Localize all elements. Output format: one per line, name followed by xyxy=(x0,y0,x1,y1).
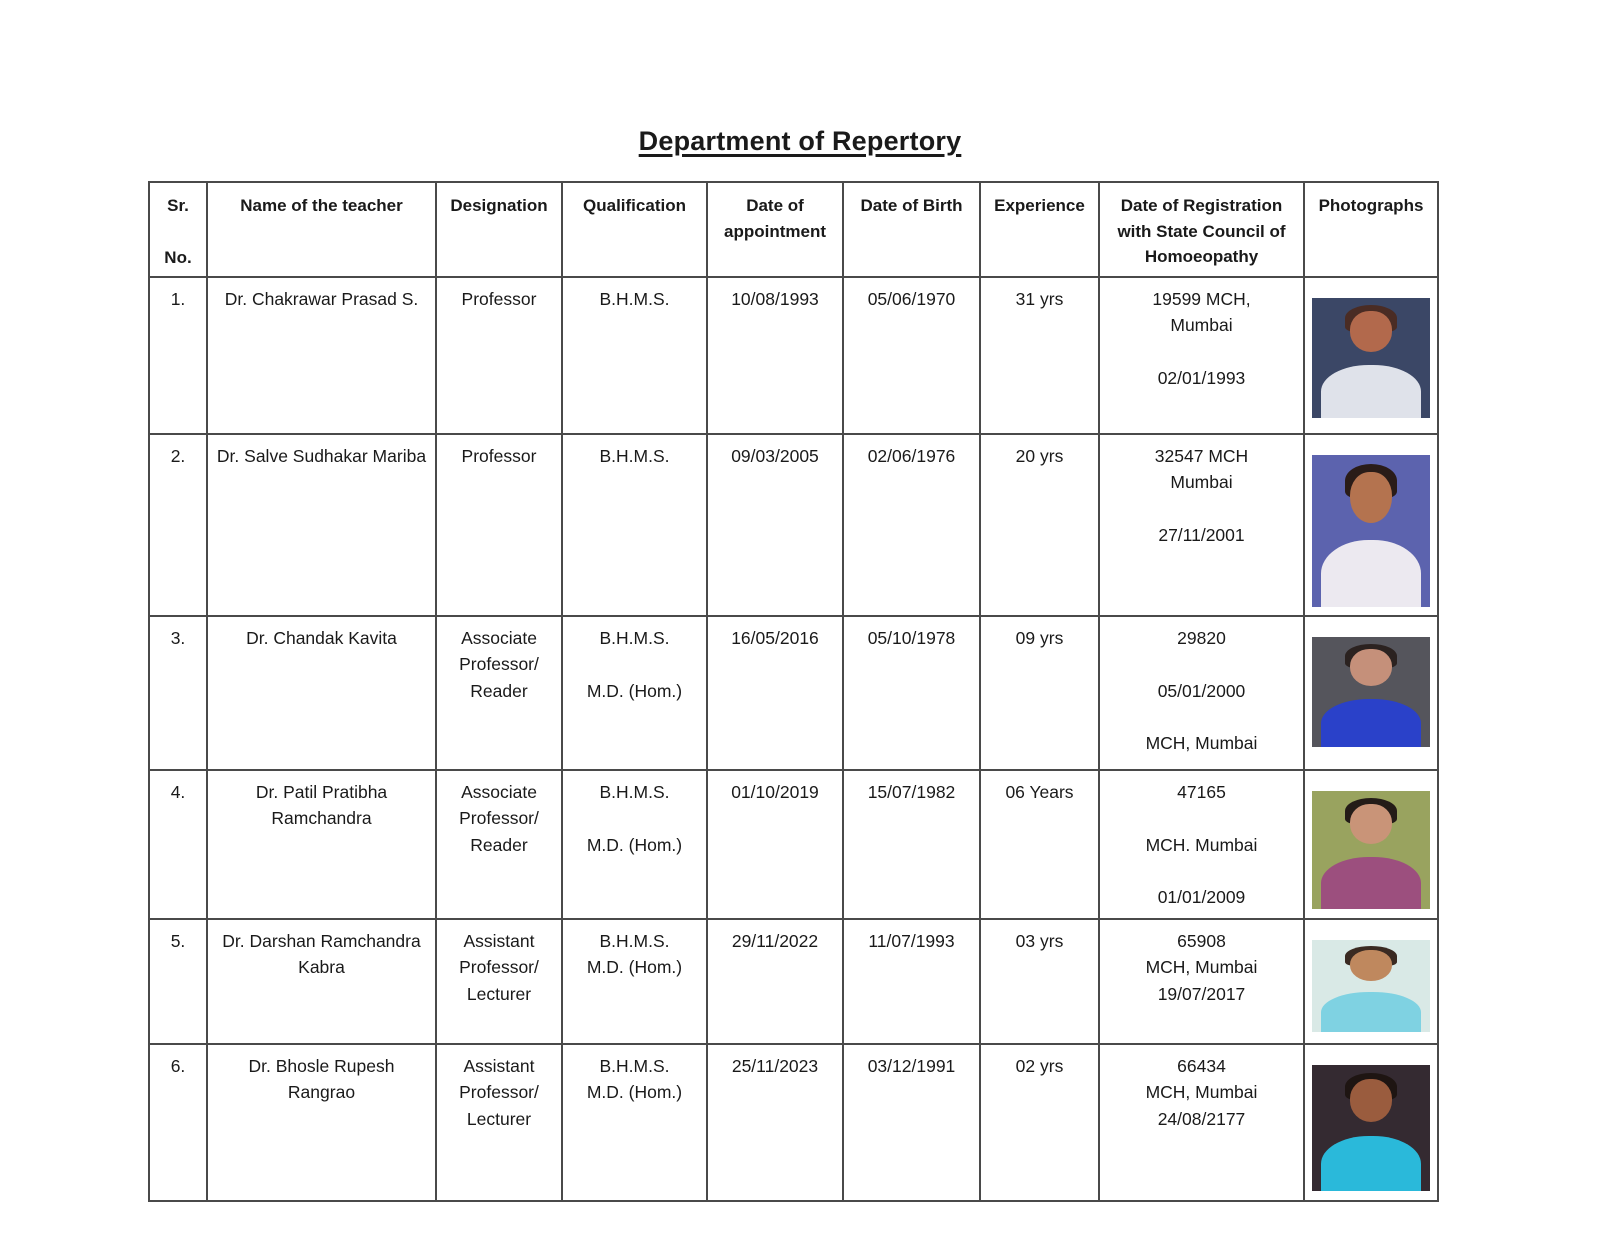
cell-date-of-appointment: 10/08/1993 xyxy=(707,277,843,434)
cell-teacher-name: Dr. Darshan Ramchandra Kabra xyxy=(207,919,436,1044)
photo-shirt xyxy=(1321,857,1420,909)
faculty-table xyxy=(148,181,1439,1202)
header-text-line: Qualification xyxy=(583,196,686,215)
cell-text-line xyxy=(569,651,700,677)
cell-registration xyxy=(1099,616,1304,770)
cell-sr-no: 2. xyxy=(149,434,207,616)
column-header-photographs xyxy=(1304,182,1438,277)
cell-text-line xyxy=(1106,704,1297,730)
cell-teacher-name: Dr. Bhosle Rupesh Rangrao xyxy=(207,1044,436,1201)
cell-photograph xyxy=(1304,616,1438,770)
table-row xyxy=(149,277,1438,434)
cell-text-line xyxy=(1106,651,1297,677)
table-row xyxy=(149,616,1438,770)
cell-date-of-appointment: 29/11/2022 xyxy=(707,919,843,1044)
cell-text-line: Professor/ xyxy=(459,654,539,675)
cell-text-line xyxy=(1106,496,1297,522)
cell-date-of-birth: 15/07/1982 xyxy=(843,770,980,919)
table-body xyxy=(149,277,1438,1201)
cell-designation xyxy=(436,616,562,770)
cell-registration xyxy=(1099,434,1304,616)
cell-text-line: Mumbai xyxy=(1170,315,1233,336)
cell-text-line: MCH, Mumbai xyxy=(1145,957,1258,978)
cell-text-line: B.H.M.S. xyxy=(599,289,670,309)
header-text-line: Date of xyxy=(746,196,804,215)
header-text-line: No. xyxy=(164,247,192,267)
column-header-date-of-birth xyxy=(843,182,980,277)
column-header-experience xyxy=(980,182,1099,277)
cell-qualification xyxy=(562,919,707,1044)
cell-experience: 06 Years xyxy=(980,770,1099,919)
cell-registration xyxy=(1099,1044,1304,1201)
cell-registration xyxy=(1099,919,1304,1044)
cell-date-of-birth: 02/06/1976 xyxy=(843,434,980,616)
cell-photograph xyxy=(1304,277,1438,434)
column-header-designation xyxy=(436,182,562,277)
header-text-line: Date of Birth xyxy=(860,196,963,215)
cell-text-line: 19599 MCH, xyxy=(1152,289,1251,309)
photo-shirt xyxy=(1321,1136,1420,1191)
teacher-photo xyxy=(1312,940,1430,1032)
table-row xyxy=(149,434,1438,616)
cell-text-line xyxy=(569,805,700,831)
cell-text-line: M.D. (Hom.) xyxy=(586,834,683,855)
header-text-line: Sr. xyxy=(167,196,189,215)
cell-qualification xyxy=(562,277,707,434)
header-text-line: with State Council of xyxy=(1117,221,1286,241)
cell-experience: 20 yrs xyxy=(980,434,1099,616)
cell-photograph xyxy=(1304,434,1438,616)
cell-text-line: Lecturer xyxy=(466,983,532,1004)
header-text-line: Designation xyxy=(450,196,548,215)
header-text-line: Photographs xyxy=(1318,196,1424,215)
cell-text-line xyxy=(1106,805,1297,831)
cell-qualification xyxy=(562,770,707,919)
cell-designation xyxy=(436,277,562,434)
cell-text-line: Assistant xyxy=(463,931,535,951)
cell-designation xyxy=(436,919,562,1044)
photo-head xyxy=(1350,804,1392,844)
cell-text-line: M.D. (Hom.) xyxy=(586,680,683,701)
cell-registration xyxy=(1099,277,1304,434)
teacher-photo xyxy=(1312,791,1430,909)
photo-head xyxy=(1350,311,1392,352)
cell-text-line: M.D. (Hom.) xyxy=(586,1082,683,1103)
header-row xyxy=(149,182,1438,277)
cell-teacher-name: Dr. Chakrawar Prasad S. xyxy=(207,277,436,434)
cell-text-line: 66434 xyxy=(1177,1056,1226,1076)
page-title: Department of Repertory xyxy=(638,126,962,156)
cell-text-line: 24/08/2177 xyxy=(1157,1108,1246,1129)
cell-date-of-birth: 05/10/1978 xyxy=(843,616,980,770)
table-header xyxy=(149,182,1438,277)
cell-photograph xyxy=(1304,1044,1438,1201)
column-header-registration xyxy=(1099,182,1304,277)
photo-head xyxy=(1350,472,1392,524)
cell-text-line: 32547 MCH xyxy=(1154,446,1249,466)
cell-text-line: Professor/ xyxy=(459,1082,539,1103)
cell-sr-no: 3. xyxy=(149,616,207,770)
cell-date-of-appointment: 09/03/2005 xyxy=(707,434,843,616)
cell-text-line: MCH. Mumbai xyxy=(1145,834,1258,855)
header-text-line: Homoeopathy xyxy=(1144,247,1259,266)
cell-text-line: Professor/ xyxy=(459,808,539,829)
cell-text-line: 29820 xyxy=(1177,628,1226,648)
cell-teacher-name: Dr. Patil Pratibha Ramchandra xyxy=(207,770,436,919)
cell-text-line: MCH, Mumbai xyxy=(1145,733,1258,753)
table-row xyxy=(149,919,1438,1044)
cell-sr-no: 1. xyxy=(149,277,207,434)
column-header-qualification xyxy=(562,182,707,277)
cell-teacher-name: Dr. Salve Sudhakar Mariba xyxy=(207,434,436,616)
cell-designation xyxy=(436,1044,562,1201)
cell-text-line xyxy=(1106,858,1297,884)
header-text-line: Date of Registration xyxy=(1120,196,1283,215)
cell-text-line: B.H.M.S. xyxy=(599,628,670,648)
cell-date-of-birth: 11/07/1993 xyxy=(843,919,980,1044)
cell-text-line: Assistant xyxy=(463,1056,535,1076)
cell-qualification xyxy=(562,434,707,616)
cell-date-of-birth: 05/06/1970 xyxy=(843,277,980,434)
teacher-photo xyxy=(1312,455,1430,607)
column-header-date-of-appointment xyxy=(707,182,843,277)
cell-text-line: 19/07/2017 xyxy=(1157,983,1246,1004)
cell-date-of-birth: 03/12/1991 xyxy=(843,1044,980,1201)
cell-text-line: Reader xyxy=(470,834,528,855)
cell-text-line: Lecturer xyxy=(466,1108,532,1129)
cell-date-of-appointment: 25/11/2023 xyxy=(707,1044,843,1201)
photo-shirt xyxy=(1321,992,1420,1032)
cell-text-line: M.D. (Hom.) xyxy=(586,957,683,978)
cell-text-line: Associate xyxy=(461,782,537,802)
cell-text-line: Reader xyxy=(470,680,528,701)
cell-sr-no: 5. xyxy=(149,919,207,1044)
cell-text-line: Mumbai xyxy=(1170,472,1233,493)
cell-sr-no: 6. xyxy=(149,1044,207,1201)
cell-text-line: B.H.M.S. xyxy=(599,782,670,802)
photo-shirt xyxy=(1321,699,1420,747)
photo-head xyxy=(1350,950,1392,981)
cell-experience: 09 yrs xyxy=(980,616,1099,770)
header-text-line: appointment xyxy=(724,221,826,241)
cell-text-line: B.H.M.S. xyxy=(599,931,670,951)
column-header-teacher-name xyxy=(207,182,436,277)
cell-text-line: 01/01/2009 xyxy=(1157,887,1246,907)
cell-text-line: Professor/ xyxy=(459,957,539,978)
teacher-photo xyxy=(1312,637,1430,747)
cell-date-of-appointment: 16/05/2016 xyxy=(707,616,843,770)
teacher-photo xyxy=(1312,298,1430,418)
cell-text-line: 65908 xyxy=(1177,931,1226,951)
cell-text-line: B.H.M.S. xyxy=(599,446,670,466)
cell-photograph xyxy=(1304,770,1438,919)
photo-head xyxy=(1350,1079,1392,1122)
teacher-photo xyxy=(1312,1065,1430,1191)
table-row xyxy=(149,770,1438,919)
photo-shirt xyxy=(1321,365,1420,418)
table-row xyxy=(149,1044,1438,1201)
cell-experience: 31 yrs xyxy=(980,277,1099,434)
cell-experience: 02 yrs xyxy=(980,1044,1099,1201)
header-text-line: Experience xyxy=(994,196,1085,215)
header-text-line: Name of the teacher xyxy=(240,196,403,215)
cell-designation xyxy=(436,434,562,616)
cell-teacher-name: Dr. Chandak Kavita xyxy=(207,616,436,770)
cell-text-line: MCH, Mumbai xyxy=(1145,1082,1258,1103)
cell-text-line: Professor xyxy=(461,446,537,466)
cell-qualification xyxy=(562,1044,707,1201)
cell-text-line: B.H.M.S. xyxy=(599,1056,670,1076)
cell-registration xyxy=(1099,770,1304,919)
cell-text-line: 02/01/1993 xyxy=(1157,367,1246,388)
cell-designation xyxy=(436,770,562,919)
cell-text-line: 47165 xyxy=(1177,782,1226,802)
cell-experience: 03 yrs xyxy=(980,919,1099,1044)
cell-photograph xyxy=(1304,919,1438,1044)
column-header-sr-no xyxy=(149,182,207,277)
cell-text-line: 27/11/2001 xyxy=(1158,524,1245,545)
cell-text-line: Associate xyxy=(461,628,537,648)
cell-date-of-appointment: 01/10/2019 xyxy=(707,770,843,919)
photo-shirt xyxy=(1321,540,1420,607)
cell-text-line: 05/01/2000 xyxy=(1157,680,1246,701)
cell-sr-no: 4. xyxy=(149,770,207,919)
photo-head xyxy=(1350,649,1392,686)
cell-qualification xyxy=(562,616,707,770)
cell-text-line xyxy=(1106,339,1297,365)
cell-text-line: Professor xyxy=(461,289,537,309)
